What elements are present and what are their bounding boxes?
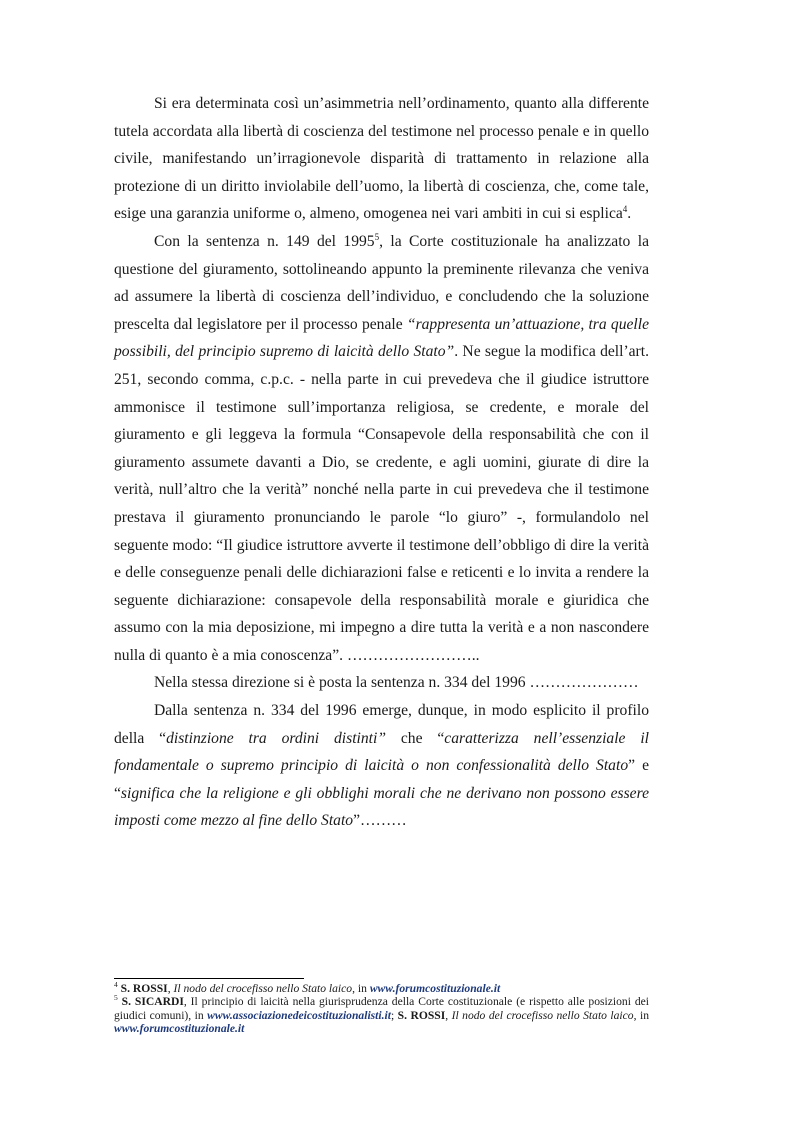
footnote-4 bbox=[114, 982, 649, 995]
paragraph-4-mid-1: che “ bbox=[386, 729, 445, 747]
footnote-5 bbox=[114, 995, 649, 1035]
footnote-5-title-2: Il nodo del crocefisso nello Stato laico bbox=[451, 1008, 634, 1022]
paragraph-3-text: Nella stessa direzione si è posta la sentenza n. 334 del 1996 ………………… bbox=[154, 674, 639, 692]
footnote-4-in: , in bbox=[352, 982, 370, 995]
footnote-5-link-2[interactable]: www.forumcostituzionale.it bbox=[114, 1021, 245, 1035]
footnote-5-link-1[interactable]: www.associazionedeicostituzionalisti.it bbox=[207, 1008, 391, 1022]
paragraph-2 bbox=[114, 228, 649, 670]
paragraph-4 bbox=[114, 697, 649, 835]
paragraph-1-tail: . bbox=[627, 205, 632, 223]
paragraph-4-lead: Dalla sentenza n. 334 del 1996 emerge, dunque, in modo esplicito il profilo della “ bbox=[114, 702, 649, 747]
footnote-5-sep-2: , bbox=[445, 1008, 452, 1022]
footnote-ref-5[interactable]: 5 bbox=[374, 231, 380, 242]
paragraph-4-italic-2: caratterizza nell’essenziale il fondamentale o supremo principio di laicità o non confessionalità dello Stato bbox=[114, 729, 649, 775]
footnote-4-number: 4 bbox=[114, 980, 118, 990]
footnote-5-author-2: S. ROSSI bbox=[397, 1008, 446, 1022]
footnote-5-author-1: S. SICARDI bbox=[121, 995, 184, 1009]
footnotes bbox=[114, 982, 649, 1035]
footnote-5-sep: ; bbox=[390, 1008, 398, 1022]
paragraph-4-tail: ”……… bbox=[353, 812, 407, 830]
paragraph-2-rest: . Ne segue la modifica dell’art. 251, secondo comma, c.p.c. - nella parte in cui prevedeva che il giudice istruttore ammonisce il testimone sull’importanza religiosa, se credente, e morale del giuramento e gli leggeva la formula “Consapevole della responsabilità che con il giuramento assumete davanti a Dio, se credente, e agli uomini, giurate di dire la verità, null’altro che la verità” nonché nella parte in cui prevedeva che il testimone prestava il giuramento pronunciando le parole “lo giuro” -, formulandolo nel seguente modo: “Il giudice istruttore avverte il testimone dell’obbligo di dire la verità e delle conseguenze penali delle dichiarazioni false e reticenti e lo invita a rendere la seguente dichiarazione: consapevole della responsabilità morale e giuridica che assumo con la mia deposizione, mi impegno a dire tutta la verità e a non nascondere nulla di quanto è a mia conoscenza”. …………………….. bbox=[114, 343, 649, 664]
paragraph-4-italic-1: distinzione tra ordini distinti” bbox=[166, 729, 386, 747]
footnote-5-number: 5 bbox=[114, 993, 118, 1003]
paragraph-1-text: Si era determinata così un’asimmetria nell’ordinamento, quanto alla differente tutela accordata alla libertà di coscienza del testimone nel processo penale e in quello civile, manifestando un’irragionevole disparità di trattamento in relazione alla protezione di un diritto inviolabile dell’uomo, la libertà di coscienza, che, come tale, esige una garanzia uniforme o, almeno, omogenea nei vari ambiti in cui si esplica bbox=[114, 95, 649, 223]
footnote-4-title: Il nodo del crocefisso nello Stato laico bbox=[173, 982, 353, 995]
paragraph-2-quote: “rappresenta un’attuazione, tra quelle possibili, del principio supremo di laicità dello Stato” bbox=[114, 315, 650, 361]
paragraph-2-lead: Con la sentenza n. 149 del 1995 bbox=[154, 232, 375, 250]
footnote-4-author: S. ROSSI bbox=[120, 982, 168, 995]
footnote-5-in: , in bbox=[633, 1008, 649, 1022]
footnote-5-text: , Il principio di laicità nella giurisprudenza della Corte costituzionale (e rispetto alle posizioni dei giudici comuni), in bbox=[114, 995, 649, 1022]
paragraph-4-mid-2: ” e “ bbox=[114, 757, 649, 802]
paragraph-2-body: , la Corte costituzionale ha analizzato la questione del giuramento, sottolineando appunto la preminente rilevanza che veniva ad assumere la libertà di coscienza dell’individuo, e concludendo che la soluzione prescelta dal legislatore per il processo penale bbox=[114, 232, 649, 333]
footnote-4-link[interactable]: www.forumcostituzionale.it bbox=[369, 982, 501, 995]
paragraph-3 bbox=[114, 669, 649, 697]
document-body bbox=[114, 90, 649, 835]
footnote-ref-4[interactable]: 4 bbox=[622, 204, 628, 215]
footnote-separator bbox=[114, 978, 304, 979]
footnote-4-sep: , bbox=[167, 982, 174, 995]
paragraph-4-italic-3: significa che la religione e gli obblighi morali che ne derivano non possono essere imposti come mezzo al fine dello Stato bbox=[114, 784, 649, 830]
paragraph-1 bbox=[114, 90, 649, 228]
